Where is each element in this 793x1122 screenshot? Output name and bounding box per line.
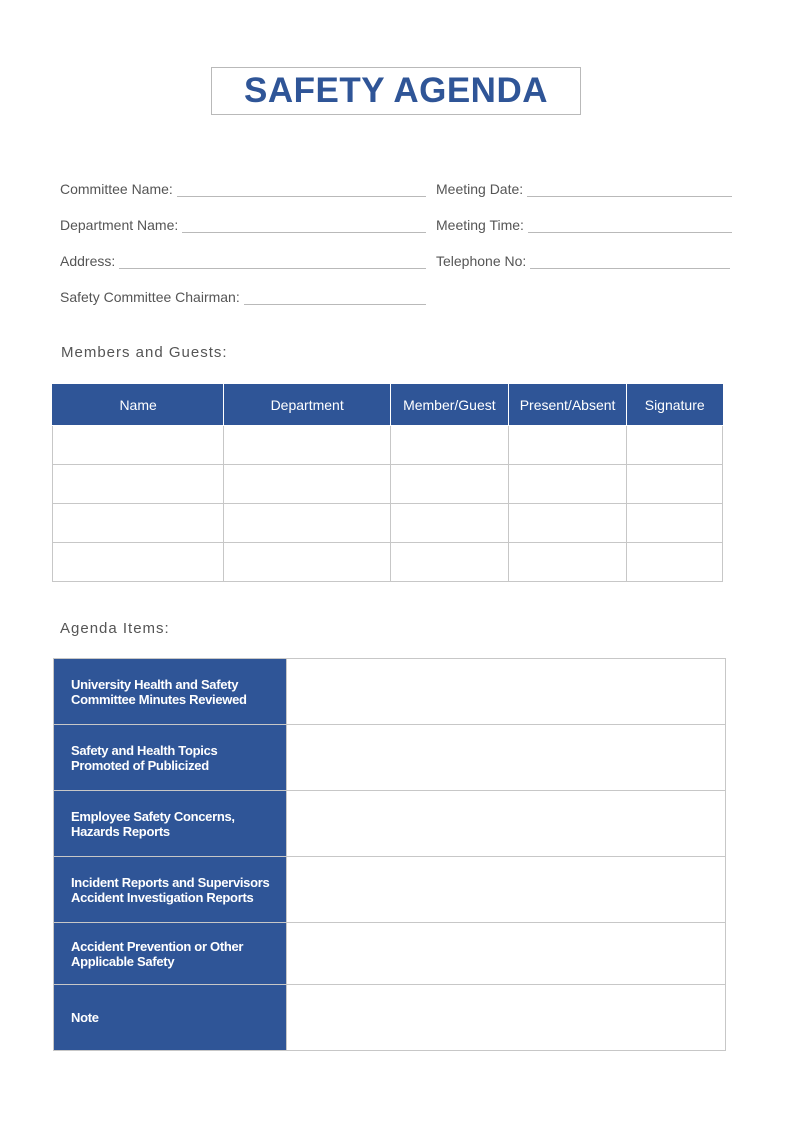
agenda-item-line2: Applicable Safety [71,953,175,969]
members-header-row [53,385,723,426]
table-cell[interactable] [627,426,723,465]
meeting-time-field[interactable] [436,213,732,233]
col-member-guest-header: Member/Guest [391,385,509,426]
telephone-field[interactable] [436,249,730,269]
agenda-item-line1: Safety and Health Topics [71,742,218,758]
agenda-item-value[interactable] [287,725,726,791]
agenda-row [54,923,726,985]
members-table [52,384,723,582]
col-department-header: Department [224,385,391,426]
agenda-item-label [54,923,287,985]
agenda-row [54,791,726,857]
meeting-date-field[interactable] [436,177,732,197]
table-cell[interactable] [391,426,509,465]
agenda-item-value[interactable] [287,857,726,923]
table-cell[interactable] [224,465,391,504]
agenda-table [53,658,726,1051]
agenda-item-line2: Promoted of Publicized [71,757,209,773]
table-cell[interactable] [391,465,509,504]
department-name-line[interactable] [182,218,426,233]
col-name-header: Name [53,385,224,426]
agenda-item-label [54,725,287,791]
col-signature-header: Signature [627,385,723,426]
page-title: SAFETY AGENDA [243,71,549,110]
members-heading: Members and Guests: [61,344,228,361]
agenda-item-label [54,791,287,857]
address-label: Address: [60,253,116,269]
table-cell[interactable] [224,543,391,582]
table-cell[interactable] [224,504,391,543]
committee-name-label: Committee Name: [60,181,173,197]
agenda-item-label [54,985,287,1051]
title-box [211,67,581,115]
agenda-row [54,725,726,791]
agenda-item-line2: Accident Investigation Reports [71,889,254,905]
table-cell[interactable] [391,543,509,582]
table-cell[interactable] [627,465,723,504]
chairman-label: Safety Committee Chairman: [60,289,240,305]
chairman-field[interactable] [60,285,426,305]
table-cell[interactable] [627,543,723,582]
agenda-item-value[interactable] [287,985,726,1051]
table-cell[interactable] [627,504,723,543]
agenda-item-label [54,659,287,725]
agenda-item-line2: Hazards Reports [71,823,170,839]
table-cell[interactable] [53,543,224,582]
table-cell[interactable] [53,504,224,543]
table-cell[interactable] [508,465,627,504]
agenda-item-line2: Committee Minutes Reviewed [71,691,247,707]
agenda-item-line1: Incident Reports and Supervisors [71,874,270,890]
meeting-time-label: Meeting Time: [436,217,524,233]
telephone-line[interactable] [530,254,730,269]
committee-name-field[interactable] [60,177,426,197]
address-field[interactable] [60,249,426,269]
committee-name-line[interactable] [177,182,426,197]
table-row [53,465,723,504]
table-row [53,504,723,543]
meeting-time-line[interactable] [528,218,732,233]
agenda-item-line1: University Health and Safety [71,676,239,692]
address-line[interactable] [119,254,426,269]
agenda-item-value[interactable] [287,659,726,725]
agenda-item-line1: Accident Prevention or Other [71,938,244,954]
agenda-row [54,985,726,1051]
table-row [53,543,723,582]
agenda-item-line1: Employee Safety Concerns, [71,808,235,824]
table-cell[interactable] [391,504,509,543]
meeting-date-label: Meeting Date: [436,181,524,197]
table-cell[interactable] [508,543,627,582]
agenda-heading: Agenda Items: [60,620,170,637]
agenda-item-value[interactable] [287,791,726,857]
table-cell[interactable] [224,426,391,465]
table-cell[interactable] [53,465,224,504]
agenda-item-label [54,857,287,923]
table-row [53,426,723,465]
telephone-label: Telephone No: [436,253,527,269]
agenda-item-line1: Note [71,1010,99,1025]
agenda-item-value[interactable] [287,923,726,985]
chairman-line[interactable] [244,290,426,305]
agenda-row [54,857,726,923]
table-cell[interactable] [508,426,627,465]
col-present-absent-header: Present/Absent [508,385,627,426]
department-name-label: Department Name: [60,217,179,233]
table-cell[interactable] [508,504,627,543]
table-cell[interactable] [53,426,224,465]
meeting-date-line[interactable] [527,182,732,197]
agenda-row [54,659,726,725]
department-name-field[interactable] [60,213,426,233]
